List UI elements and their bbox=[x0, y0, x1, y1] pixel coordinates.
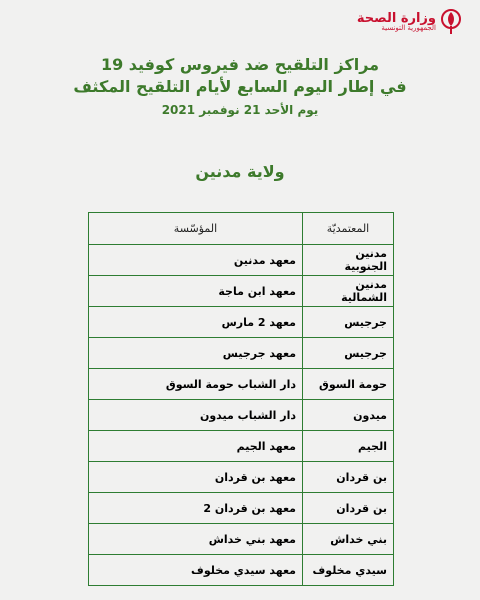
table-row bbox=[89, 369, 394, 400]
institution-cell: معهد ابن ماجة bbox=[89, 276, 303, 307]
table-row bbox=[89, 431, 394, 462]
governorate-title: ولاية مدنين bbox=[195, 162, 285, 181]
delegation-cell: ميدون bbox=[303, 400, 394, 431]
delegation-cell: مدنين الشمالية bbox=[303, 276, 394, 307]
table-row bbox=[89, 493, 394, 524]
institution-cell: معهد 2 مارس bbox=[89, 307, 303, 338]
institution-cell: معهد جرجيس bbox=[89, 338, 303, 369]
table-row bbox=[89, 338, 394, 369]
table-row bbox=[89, 307, 394, 338]
delegation-cell: حومة السوق bbox=[303, 369, 394, 400]
date-line: يوم الأحد 21 نوفمبر 2021 bbox=[161, 103, 319, 117]
title-line-2: في إطار اليوم السابع لأيام التلقيح المكثف bbox=[73, 77, 407, 96]
institution-cell: معهد الجيم bbox=[89, 431, 303, 462]
table-row bbox=[89, 524, 394, 555]
delegation-cell: جرجيس bbox=[303, 307, 394, 338]
institution-cell: معهد مدنين bbox=[89, 245, 303, 276]
delegation-cell: الجيم bbox=[303, 431, 394, 462]
ministry-name: وزارة الصحة bbox=[356, 10, 436, 26]
delegation-cell: بن قردان bbox=[303, 462, 394, 493]
table-row bbox=[89, 245, 394, 276]
ministry-emblem-icon bbox=[440, 8, 462, 36]
table-row bbox=[89, 462, 394, 493]
table-row bbox=[89, 276, 394, 307]
institution-cell: دار الشباب ميدون bbox=[89, 400, 303, 431]
column-header-delegation: المعتمديّة bbox=[303, 213, 394, 245]
page-header bbox=[0, 54, 480, 120]
title-line-1: مراكز التلقيح ضد فيروس كوفيد 19 bbox=[100, 55, 380, 74]
table-row bbox=[89, 555, 394, 586]
ministry-logo bbox=[357, 8, 462, 36]
institution-cell: معهد بن قردان 2 bbox=[89, 493, 303, 524]
ministry-subtitle: الجمهورية التونسية bbox=[381, 24, 436, 33]
delegation-cell: جرجيس bbox=[303, 338, 394, 369]
delegation-cell: سيدي مخلوف bbox=[303, 555, 394, 586]
table-header-row bbox=[89, 213, 394, 245]
table-row bbox=[89, 400, 394, 431]
institution-cell: معهد بني خداش bbox=[89, 524, 303, 555]
institution-cell: معهد سيدي مخلوف bbox=[89, 555, 303, 586]
institution-cell: دار الشباب حومة السوق bbox=[89, 369, 303, 400]
delegation-cell: بني خداش bbox=[303, 524, 394, 555]
column-header-institution: المؤسّسة bbox=[89, 213, 303, 245]
institution-cell: معهد بن قردان bbox=[89, 462, 303, 493]
delegation-cell: بن قردان bbox=[303, 493, 394, 524]
vaccination-centers-table bbox=[88, 212, 394, 586]
delegation-cell: مدنين الجنوبية bbox=[303, 245, 394, 276]
